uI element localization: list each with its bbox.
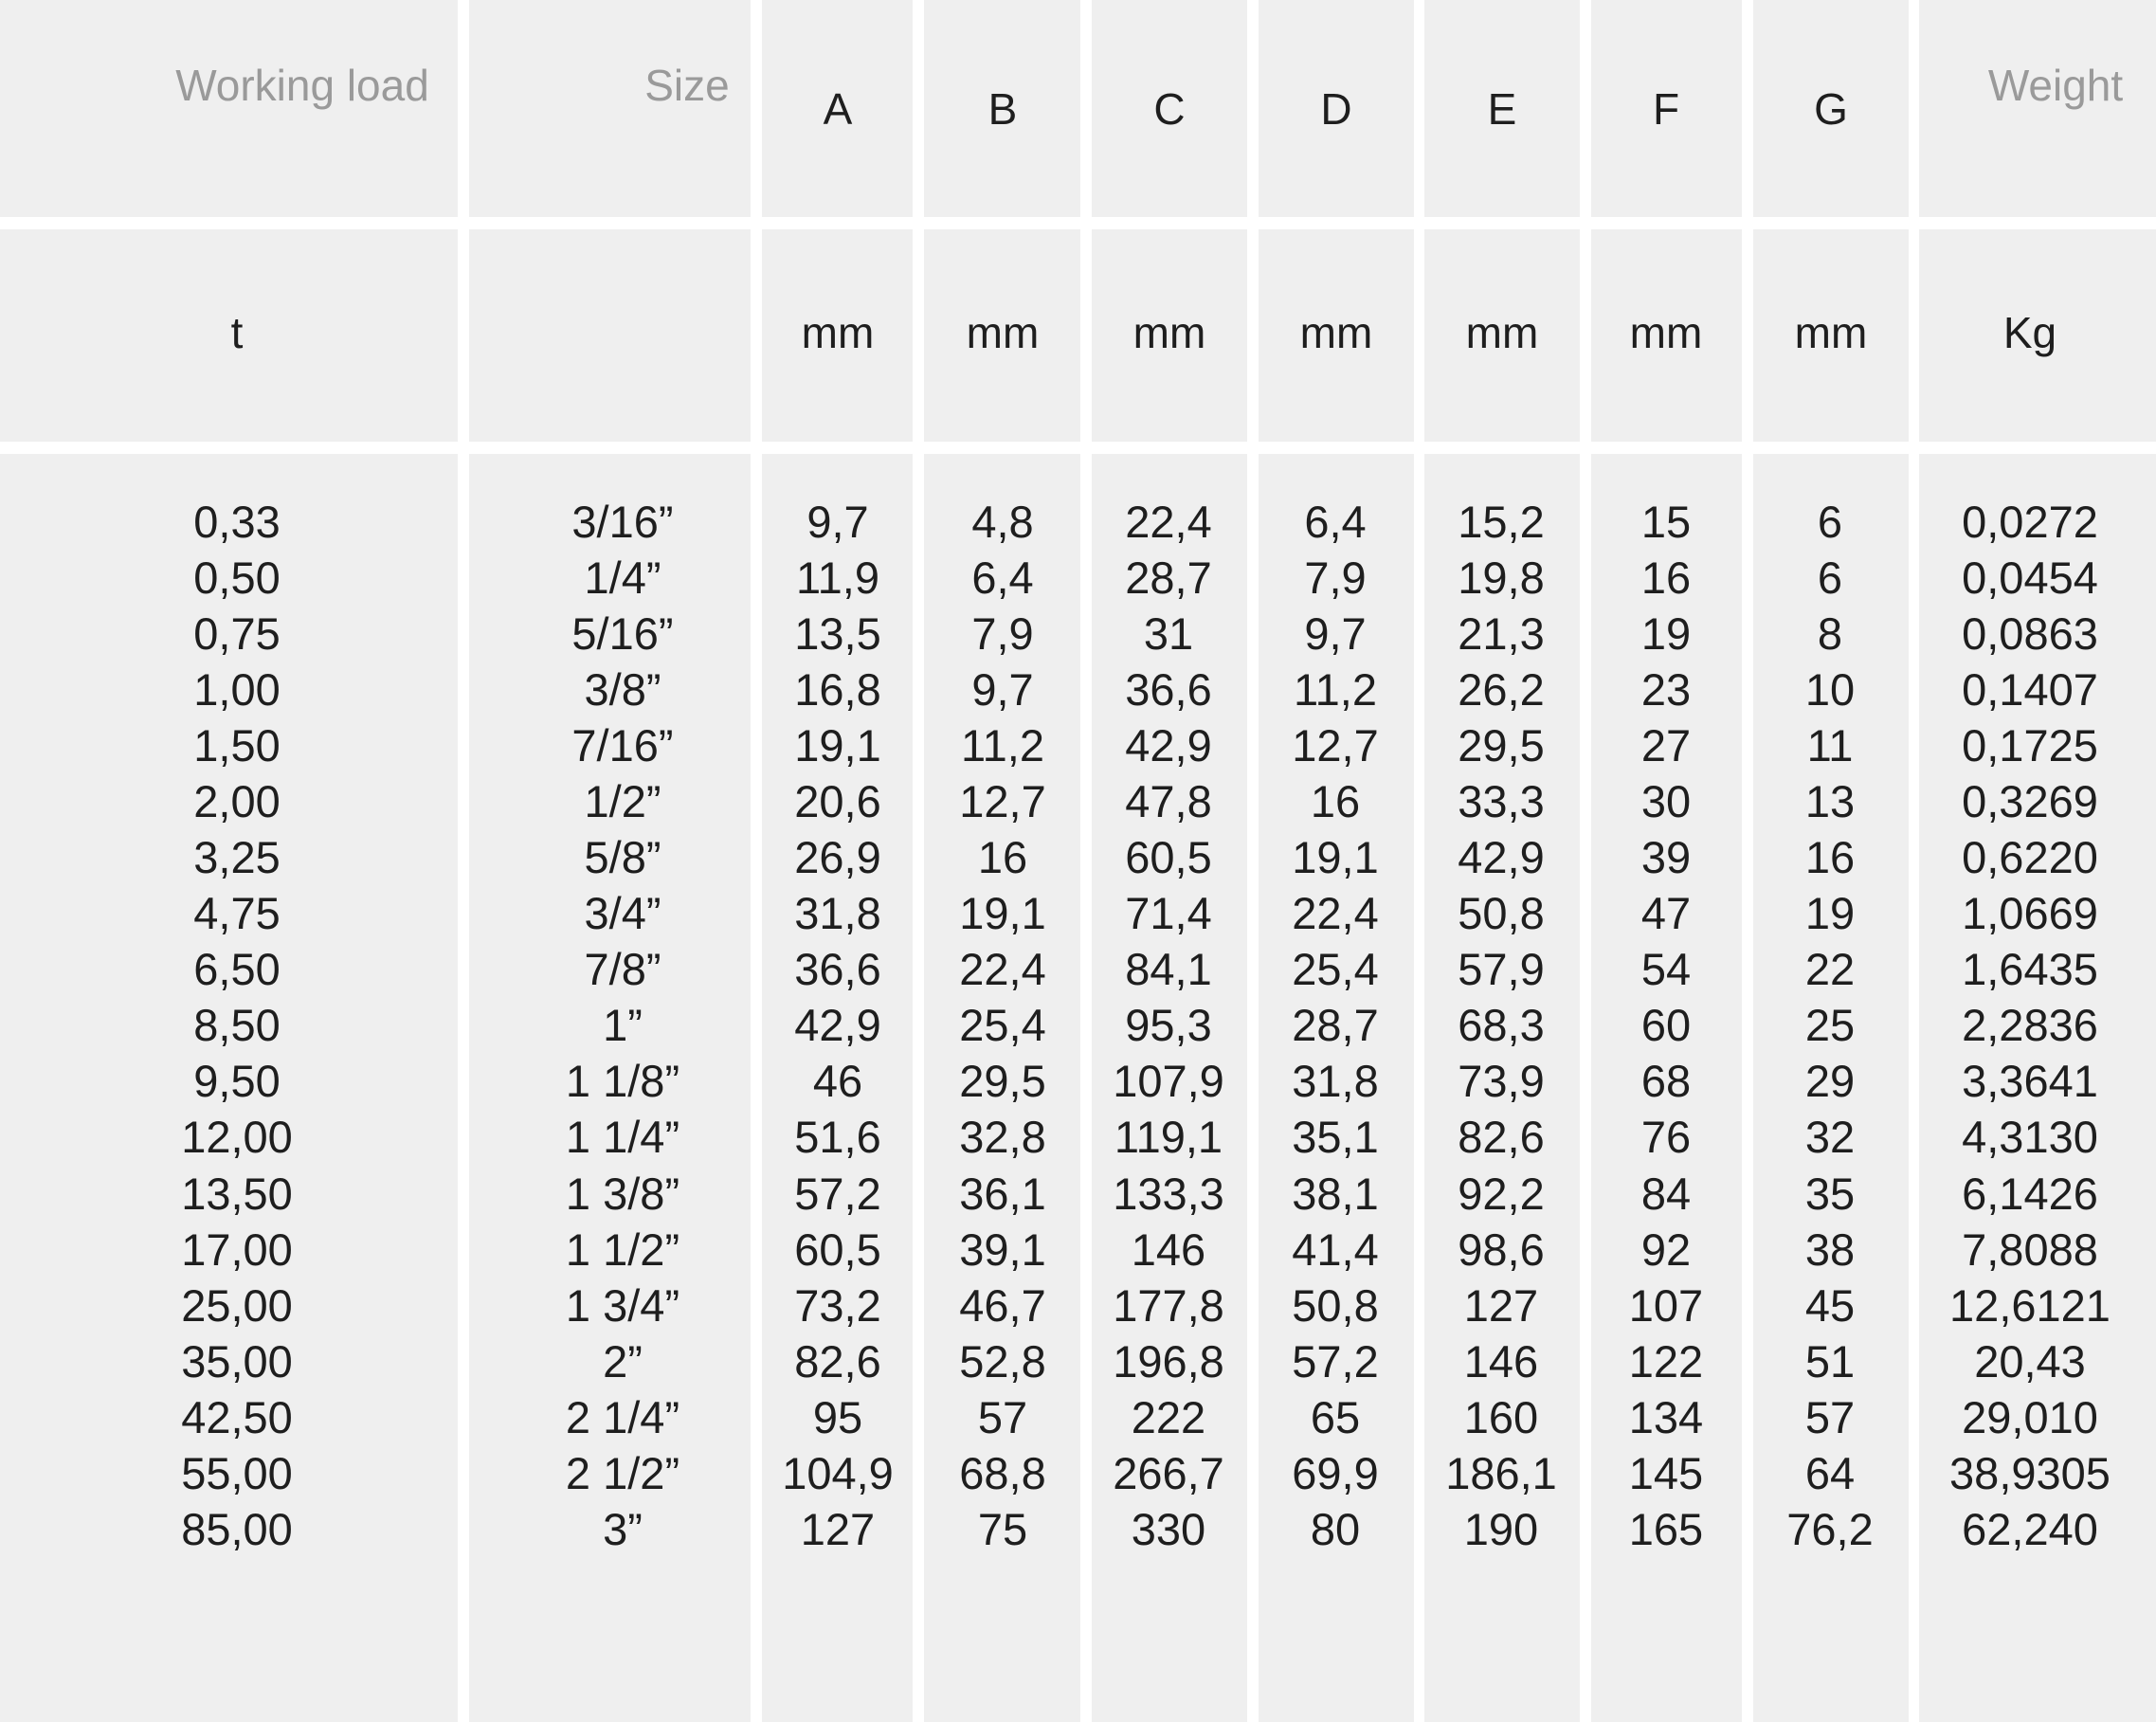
table-cell: 0,0454 [1962, 552, 2098, 603]
table-cell: 19 [1640, 607, 1692, 659]
table-cell: 50,8 [1458, 887, 1545, 938]
table-cell: 57,2 [1292, 1335, 1379, 1387]
column-header: Working load [175, 61, 429, 110]
table-cell: 3/16” [571, 496, 674, 547]
table-cell: 95 [812, 1391, 863, 1442]
column-header: C [1153, 84, 1186, 134]
table-cell: 16 [1804, 831, 1856, 882]
table-cell: 4,3130 [1962, 1111, 2098, 1162]
table-cell: 42,9 [794, 999, 881, 1050]
table-cell: 134 [1628, 1391, 1704, 1442]
table-cell: 42,50 [181, 1391, 293, 1442]
table-cell: 13,50 [181, 1168, 293, 1219]
table-cell: 19 [1804, 887, 1856, 938]
table-cell: 1 1/2” [565, 1224, 680, 1275]
table-cell: 2,00 [193, 775, 281, 826]
table-cell: 6,1426 [1962, 1168, 2098, 1219]
column-header: E [1487, 84, 1517, 134]
table-cell: 47,8 [1125, 775, 1212, 826]
table-cell: 1 3/4” [565, 1279, 680, 1331]
table-cell: 3/4” [584, 887, 661, 938]
table-cell: 68,3 [1458, 999, 1545, 1050]
table-cell: 31,8 [794, 887, 881, 938]
table-cell: 36,6 [794, 943, 881, 994]
table-cell: 29,5 [1458, 719, 1545, 770]
table-cell: 22 [1804, 943, 1856, 994]
table-cell: 38,1 [1292, 1168, 1379, 1219]
table-cell: 9,50 [193, 1055, 281, 1106]
table-cell: 35 [1804, 1168, 1856, 1219]
table-cell: 95,3 [1125, 999, 1212, 1050]
table-cell: 57 [977, 1391, 1028, 1442]
table-cell: 0,50 [193, 552, 281, 603]
table-cell: 11,9 [796, 552, 879, 603]
table-cell: 0,1725 [1962, 719, 2098, 770]
unit-label: t [230, 308, 244, 357]
table-cell: 146 [1463, 1335, 1539, 1387]
column-header: A [823, 84, 853, 134]
column-header: G [1814, 84, 1848, 134]
unit-label: mm [966, 308, 1040, 357]
table-cell: 54 [1640, 943, 1692, 994]
table-cell: 19,8 [1458, 552, 1545, 603]
table-cell: 68 [1640, 1055, 1692, 1106]
table-cell: 1,0669 [1962, 887, 2098, 938]
table-cell: 11 [1806, 719, 1854, 770]
table-cell: 186,1 [1445, 1447, 1557, 1498]
table-cell: 73,9 [1458, 1055, 1545, 1106]
table-cell: 28,7 [1292, 999, 1379, 1050]
table-cell: 190 [1463, 1503, 1539, 1554]
table-cell: 12,6121 [1949, 1279, 2111, 1331]
table-cell: 32,8 [959, 1111, 1046, 1162]
table-cell: 5/8” [584, 831, 661, 882]
table-cell: 266,7 [1113, 1447, 1224, 1498]
table-cell: 2 1/4” [565, 1391, 680, 1442]
table-cell: 64 [1804, 1447, 1856, 1498]
table-cell: 16 [1310, 775, 1361, 826]
table-cell: 107,9 [1113, 1055, 1224, 1106]
table-cell: 55,00 [181, 1447, 293, 1498]
table-cell: 32 [1804, 1111, 1856, 1162]
table-cell: 2 1/2” [565, 1447, 680, 1498]
table-cell: 46 [812, 1055, 863, 1106]
table-cell: 2,2836 [1962, 999, 2098, 1050]
table-cell: 13,5 [794, 607, 881, 659]
table-cell: 7/16” [571, 719, 674, 770]
table-cell: 6,4 [1304, 496, 1367, 547]
table-cell: 1/2” [584, 775, 661, 826]
table-cell: 41,4 [1292, 1224, 1379, 1275]
unit-label: mm [1132, 308, 1206, 357]
table-cell: 76 [1640, 1111, 1692, 1162]
table-cell: 4,75 [193, 887, 281, 938]
table-cell: 25 [1804, 999, 1856, 1050]
table-cell: 57 [1804, 1391, 1856, 1442]
column-header: B [987, 84, 1018, 134]
unit-label: mm [1794, 308, 1868, 357]
table-cell: 39 [1640, 831, 1692, 882]
table-cell: 196,8 [1113, 1335, 1224, 1387]
table-cell: 26,2 [1458, 663, 1545, 715]
table-cell: 20,6 [794, 775, 881, 826]
table-cell: 28,7 [1125, 552, 1212, 603]
table-cell: 3/8” [584, 663, 661, 715]
table-cell: 22,4 [1292, 887, 1379, 938]
table-cell: 12,00 [181, 1111, 293, 1162]
table-cell: 39,1 [959, 1224, 1046, 1275]
table-cell: 7,9 [971, 607, 1034, 659]
table-cell: 98,6 [1458, 1224, 1545, 1275]
table-cell: 68,8 [959, 1447, 1046, 1498]
table-cell: 76,2 [1786, 1503, 1874, 1554]
table-cell: 21,3 [1458, 607, 1545, 659]
column-header: Weight [1987, 61, 2124, 110]
unit-label: mm [801, 308, 875, 357]
table-cell: 7/8” [584, 943, 661, 994]
table-cell: 60,5 [794, 1224, 881, 1275]
table-cell: 2” [603, 1335, 643, 1387]
table-cell: 38,9305 [1949, 1447, 2111, 1498]
table-cell: 45 [1804, 1279, 1856, 1331]
column-header: Size [644, 61, 730, 110]
table-cell: 10 [1804, 663, 1856, 715]
table-cell: 9,7 [1304, 607, 1367, 659]
table-cell: 6 [1817, 496, 1843, 547]
table-cell: 1/4” [584, 552, 661, 603]
table-cell: 133,3 [1113, 1168, 1224, 1219]
table-cell: 27 [1640, 719, 1692, 770]
table-cell: 107 [1628, 1279, 1704, 1331]
table-cell: 1,6435 [1962, 943, 2098, 994]
table-cell: 11,2 [1294, 663, 1377, 715]
table-cell: 5/16” [571, 607, 674, 659]
table-cell: 25,4 [1292, 943, 1379, 994]
table-cell: 7,8088 [1962, 1224, 2098, 1275]
table-cell: 0,6220 [1962, 831, 2098, 882]
table-cell: 16,8 [794, 663, 881, 715]
table-cell: 8,50 [193, 999, 281, 1050]
table-cell: 330 [1131, 1503, 1206, 1554]
table-cell: 4,8 [971, 496, 1034, 547]
unit-label: Kg [2002, 308, 2057, 357]
table-cell: 84 [1640, 1168, 1692, 1219]
table-cell: 51,6 [794, 1111, 881, 1162]
table-cell: 16 [977, 831, 1028, 882]
table-cell: 25,4 [959, 999, 1046, 1050]
unit-label: mm [1629, 308, 1703, 357]
table-cell: 6,50 [193, 943, 281, 994]
table-cell: 69,9 [1292, 1447, 1379, 1498]
table-cell: 80 [1310, 1503, 1361, 1554]
table-cell: 122 [1628, 1335, 1704, 1387]
table-cell: 1 1/8” [565, 1055, 680, 1106]
table-cell: 15 [1640, 496, 1692, 547]
table-cell: 19,1 [794, 719, 881, 770]
table-cell: 3,3641 [1962, 1055, 2098, 1106]
table-cell: 82,6 [1458, 1111, 1545, 1162]
table-cell: 6,4 [971, 552, 1034, 603]
table-cell: 13 [1804, 775, 1856, 826]
table-cell: 9,7 [971, 663, 1034, 715]
table-cell: 60 [1640, 999, 1692, 1050]
table-cell: 0,1407 [1962, 663, 2098, 715]
table-cell: 57,2 [794, 1168, 881, 1219]
table-cell: 26,9 [794, 831, 881, 882]
table-cell: 35,1 [1292, 1111, 1379, 1162]
table-cell: 8 [1817, 607, 1843, 659]
table-cell: 60,5 [1125, 831, 1212, 882]
table-cell: 16 [1640, 552, 1692, 603]
table-cell: 1,00 [193, 663, 281, 715]
table-cell: 75 [977, 1503, 1028, 1554]
table-cell: 127 [1463, 1279, 1539, 1331]
column-header: D [1320, 84, 1352, 134]
table-cell: 19,1 [959, 887, 1046, 938]
table-cell: 30 [1640, 775, 1692, 826]
table-cell: 119,1 [1114, 1111, 1223, 1162]
table-cell: 31 [1143, 607, 1194, 659]
table-cell: 62,240 [1962, 1503, 2098, 1554]
table-cell: 22,4 [959, 943, 1046, 994]
unit-label: mm [1299, 308, 1373, 357]
table-cell: 11,2 [961, 719, 1044, 770]
table-cell: 222 [1131, 1391, 1206, 1442]
table-cell: 42,9 [1125, 719, 1212, 770]
table-cell: 0,75 [193, 607, 281, 659]
table-cell: 42,9 [1458, 831, 1545, 882]
table-cell: 25,00 [181, 1279, 293, 1331]
table-cell: 51 [1804, 1335, 1856, 1387]
table-cell: 46,7 [959, 1279, 1046, 1331]
table-cell: 35,00 [181, 1335, 293, 1387]
table-cell: 71,4 [1125, 887, 1212, 938]
table-cell: 22,4 [1125, 496, 1212, 547]
table-cell: 31,8 [1292, 1055, 1379, 1106]
table-cell: 29,010 [1962, 1391, 2098, 1442]
table-cell: 73,2 [794, 1279, 881, 1331]
table-cell: 20,43 [1974, 1335, 2086, 1387]
table-cell: 1 3/8” [565, 1168, 680, 1219]
table-cell: 160 [1463, 1391, 1539, 1442]
table-cell: 104,9 [782, 1447, 894, 1498]
table-cell: 29,5 [959, 1055, 1046, 1106]
table-cell: 85,00 [181, 1503, 293, 1554]
column-header: F [1652, 84, 1680, 134]
table-cell: 19,1 [1292, 831, 1379, 882]
table-cell: 92 [1640, 1224, 1692, 1275]
table-cell: 52,8 [959, 1335, 1046, 1387]
table-cell: 84,1 [1125, 943, 1212, 994]
table-cell: 50,8 [1292, 1279, 1379, 1331]
table-cell: 165 [1628, 1503, 1704, 1554]
table-cell: 9,7 [806, 496, 869, 547]
table-cell: 1” [603, 999, 643, 1050]
unit-label: mm [1465, 308, 1539, 357]
table-cell: 145 [1628, 1447, 1704, 1498]
table-cell: 1,50 [193, 719, 281, 770]
table-cell: 82,6 [794, 1335, 881, 1387]
table-cell: 127 [800, 1503, 876, 1554]
table-cell: 33,3 [1458, 775, 1545, 826]
table-cell: 15,2 [1458, 496, 1545, 547]
table-cell: 177,8 [1113, 1279, 1224, 1331]
table-cell: 0,3269 [1962, 775, 2098, 826]
table-cell: 12,7 [1292, 719, 1379, 770]
table-cell: 36,1 [959, 1168, 1046, 1219]
table-cell: 12,7 [959, 775, 1046, 826]
table-cell: 146 [1131, 1224, 1206, 1275]
table-cell: 17,00 [181, 1224, 293, 1275]
table-cell: 1 1/4” [565, 1111, 680, 1162]
table-cell: 0,0863 [1962, 607, 2098, 659]
table-cell: 36,6 [1125, 663, 1212, 715]
table-cell: 3” [603, 1503, 643, 1554]
table-cell: 47 [1640, 887, 1692, 938]
table-cell: 7,9 [1304, 552, 1367, 603]
table-cell: 3,25 [193, 831, 281, 882]
table-cell: 92,2 [1458, 1168, 1545, 1219]
table-cell: 65 [1310, 1391, 1361, 1442]
table-cell: 57,9 [1458, 943, 1545, 994]
table-cell: 29 [1804, 1055, 1856, 1106]
table-cell: 6 [1817, 552, 1843, 603]
table-cell: 0,33 [193, 496, 281, 547]
table-cell: 0,0272 [1962, 496, 2098, 547]
table-cell: 38 [1804, 1224, 1856, 1275]
table-cell: 23 [1640, 663, 1692, 715]
